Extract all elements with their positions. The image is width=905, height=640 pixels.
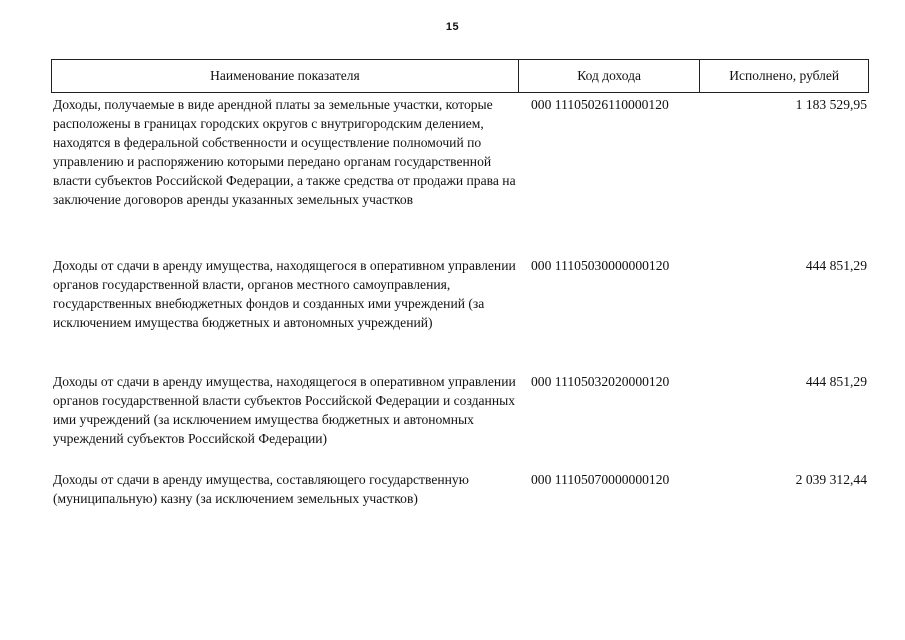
row-revenue-code: 000 11105032020000120 [531, 374, 670, 389]
row-indicator-name: Доходы от сдачи в аренду имущества, составляющего государственную (муниципальную) казну (за исключением земельных участков) [53, 472, 469, 506]
row-revenue-code: 000 11105030000000120 [531, 258, 670, 273]
table-row [51, 470, 869, 508]
table-header-row [51, 59, 869, 93]
row-indicator-name: Доходы от сдачи в аренду имущества, находящегося в оперативном управлении органов государственной власти субъектов Российской Федерации и созданных ими учреждений (за исключением имущества бюджетных и автономных учреждений субъектов Российской Федерации) [53, 374, 516, 446]
page-number: 15 [445, 21, 460, 33]
row-indicator-name: Доходы, получаемые в виде арендной платы за земельные участки, которые расположены в границах городских округов с внутригородским делением, находятся в федеральной собственности и осуществление полномочий по управлению и распоряжению которыми передано органам государственной власти субъектов Российской Федерации, а также средства от продажи права на заключение договоров аренды указанных земельных участков [53, 97, 516, 207]
header-revenue-code: Код дохода [518, 60, 700, 92]
header-executed-amount: Исполнено, рублей [699, 60, 868, 92]
table-row [51, 256, 869, 332]
row-indicator-name: Доходы от сдачи в аренду имущества, находящегося в оперативном управлении органов государственной власти, органов местного самоуправления, государственных внебюджетных фондов и созданных ими учреждений (за исключением имущества бюджетных и автономных учреждений) [53, 258, 516, 330]
row-executed-amount: 2 039 312,44 [795, 472, 867, 487]
row-executed-amount: 444 851,29 [805, 374, 867, 389]
revenue-table [51, 59, 869, 506]
table-row [51, 372, 869, 448]
row-revenue-code: 000 11105026110000120 [531, 97, 669, 112]
row-executed-amount: 444 851,29 [805, 258, 867, 273]
row-executed-amount: 1 183 529,95 [795, 97, 867, 112]
table-row [51, 95, 869, 209]
header-indicator-name: Наименование показателя [210, 68, 360, 83]
row-revenue-code: 000 11105070000000120 [531, 472, 670, 487]
